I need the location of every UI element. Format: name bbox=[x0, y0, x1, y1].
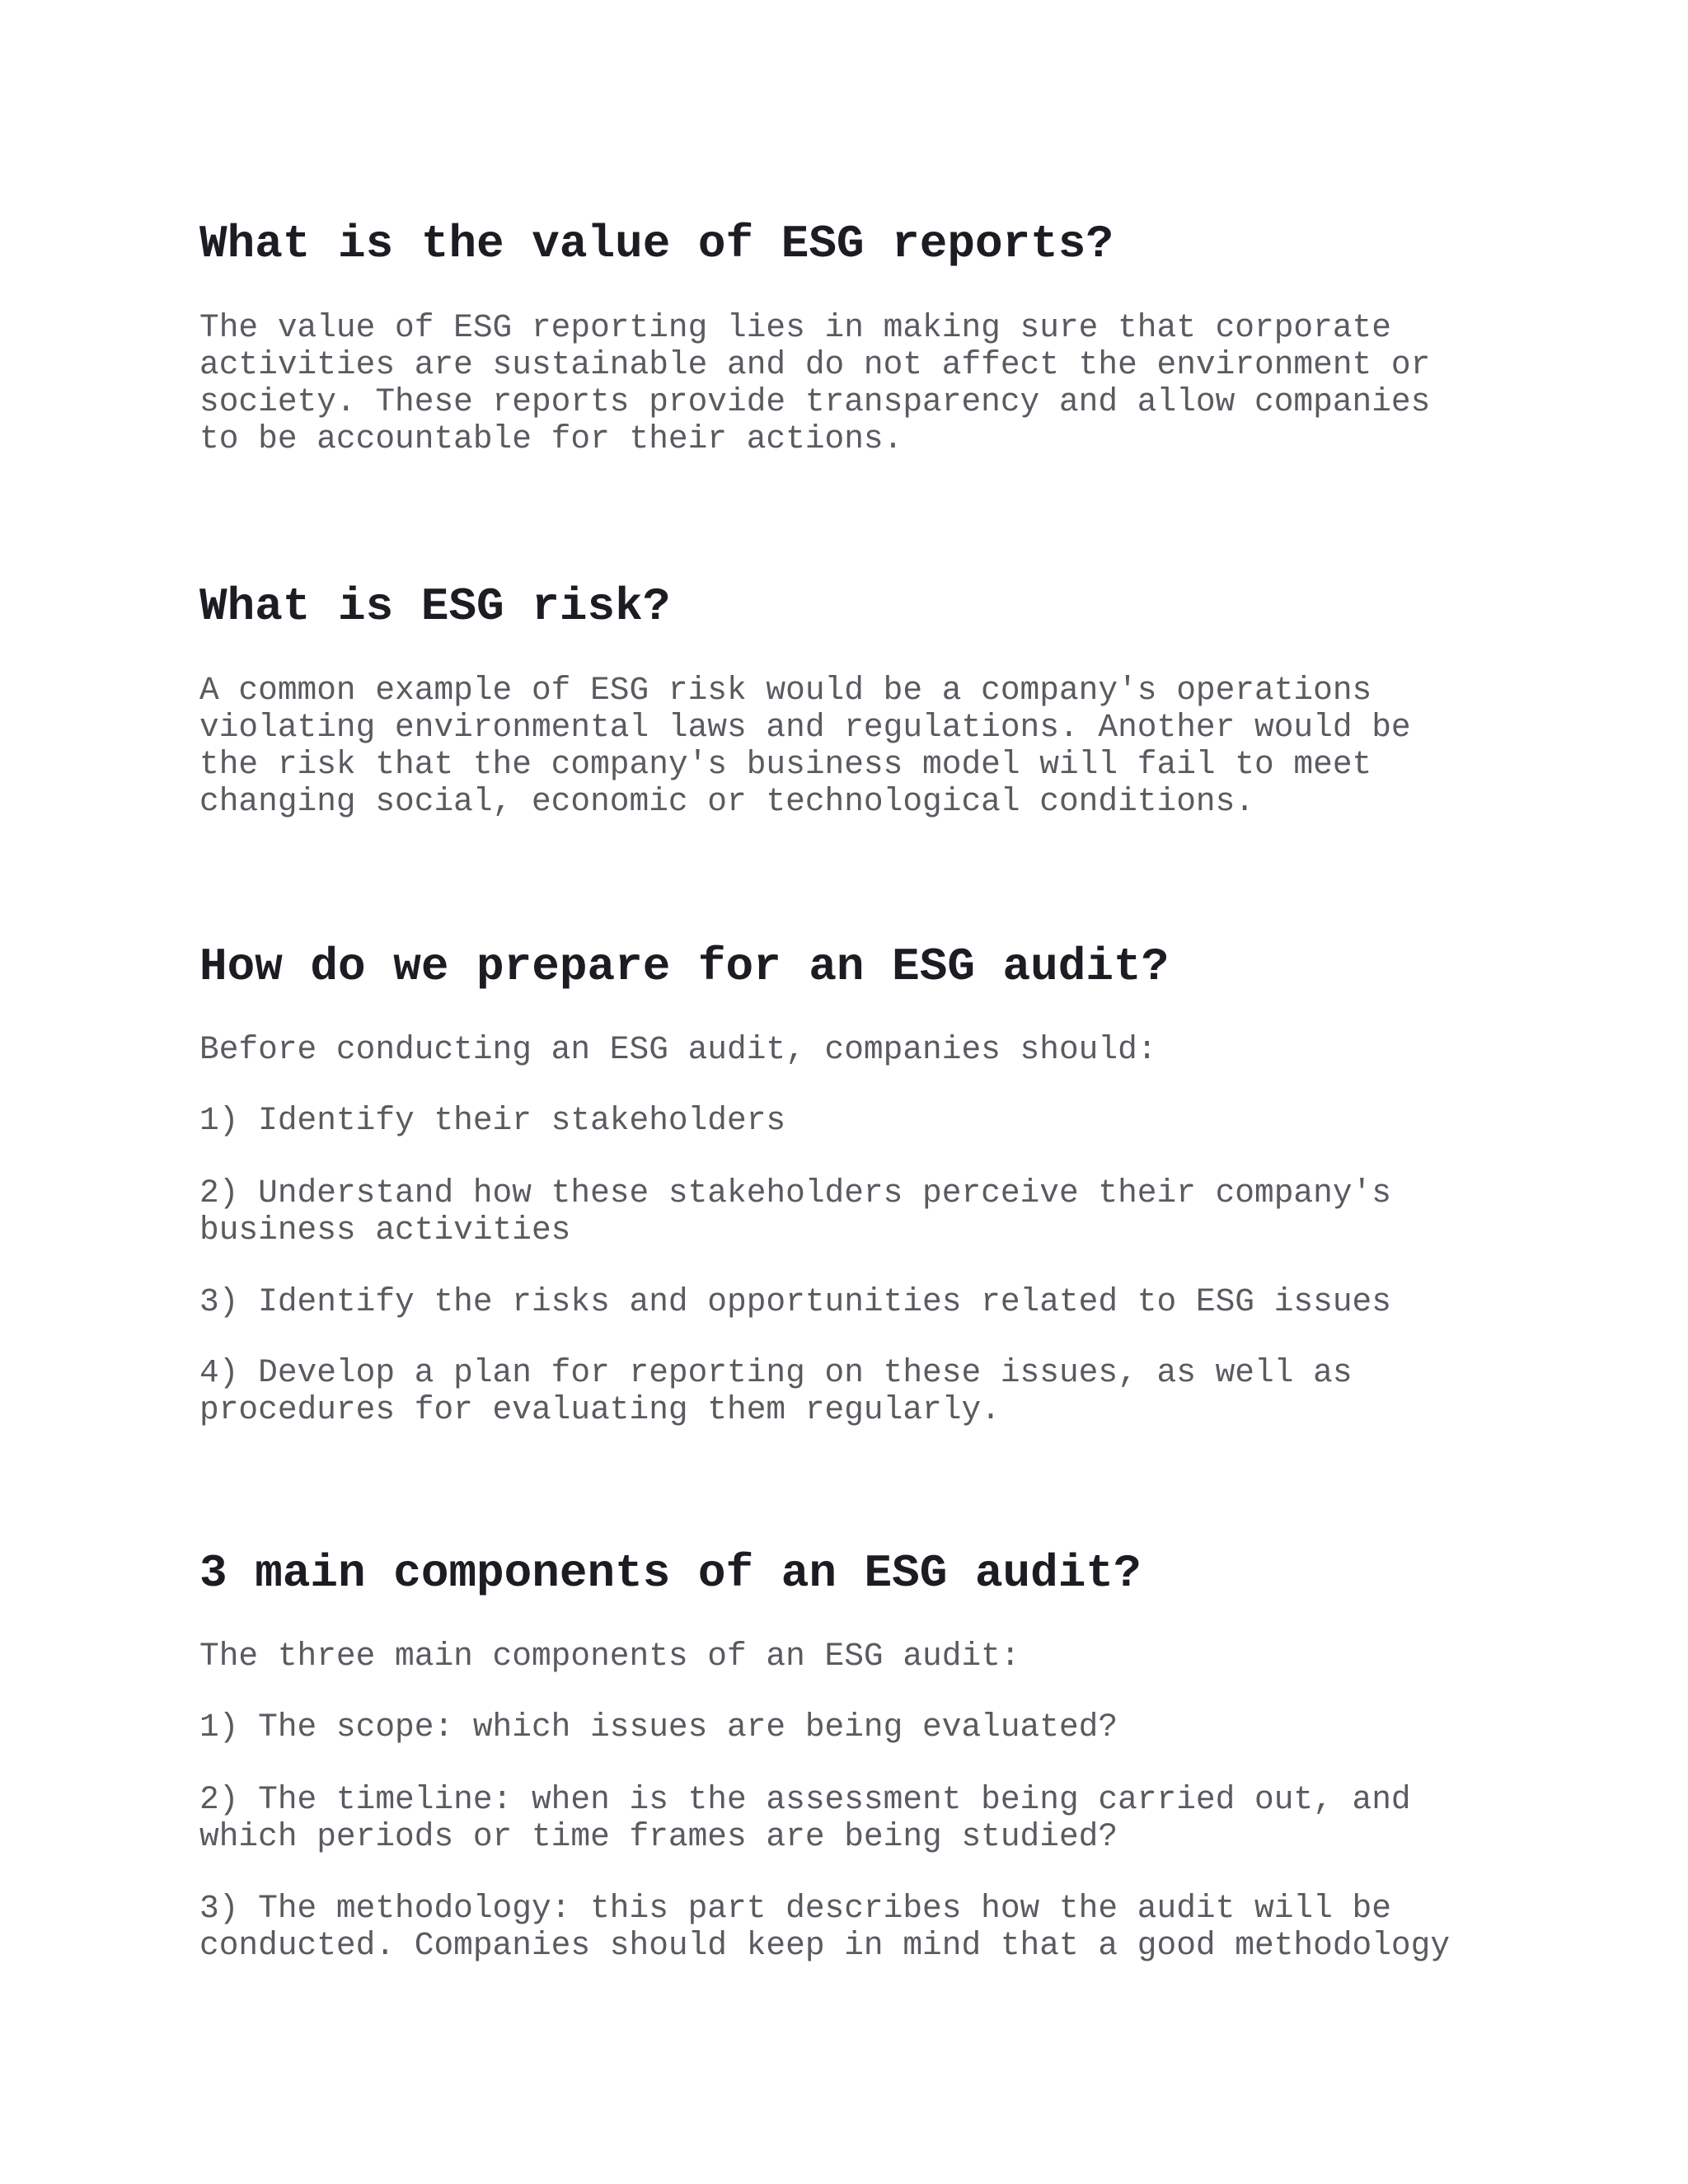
section-heading: What is ESG risk? bbox=[199, 580, 671, 633]
section-heading: How do we prepare for an ESG audit? bbox=[199, 940, 1170, 993]
section-audit-components bbox=[199, 1547, 1535, 1964]
section-paragraph: The value of ESG reporting lies in making sure that corporate activities are sustainable and do not affect the environment or society. These reports provide transparency and allow companies to be accountable for their actions. bbox=[199, 309, 1431, 457]
section-heading: 3 main components of an ESG audit? bbox=[199, 1547, 1142, 1600]
section-esg-report-value bbox=[199, 218, 1535, 457]
section-paragraph: A common example of ESG risk would be a company's operations violating environmental laws and regulations. Another would be the risk that the company's business model will fail to meet changing social, economic or technological conditions. bbox=[199, 672, 1411, 820]
list-item: 2) Understand how these stakeholders perceive their company's business activities bbox=[199, 1174, 1391, 1249]
list-item: 1) The scope: which issues are being evaluated? bbox=[199, 1708, 1118, 1746]
list-item: 4) Develop a plan for reporting on these issues, as well as procedures for evaluating them regularly. bbox=[199, 1354, 1353, 1428]
list-item: 2) The timeline: when is the assessment being carried out, and which periods or time frames are being studied? bbox=[199, 1781, 1411, 1855]
list-item: 3) The methodology: this part describes how the audit will be conducted. Companies should keep in mind that a good methodology bbox=[199, 1890, 1451, 1964]
section-prepare-esg-audit bbox=[199, 940, 1535, 1428]
section-esg-risk bbox=[199, 580, 1535, 820]
section-intro: Before conducting an ESG audit, companies should: bbox=[199, 1031, 1157, 1068]
section-heading: What is the value of ESG reports? bbox=[199, 218, 1114, 270]
section-intro: The three main components of an ESG audit: bbox=[199, 1638, 1020, 1675]
list-item: 3) Identify the risks and opportunities related to ESG issues bbox=[199, 1283, 1391, 1320]
list-item: 1) Identify their stakeholders bbox=[199, 1102, 786, 1139]
